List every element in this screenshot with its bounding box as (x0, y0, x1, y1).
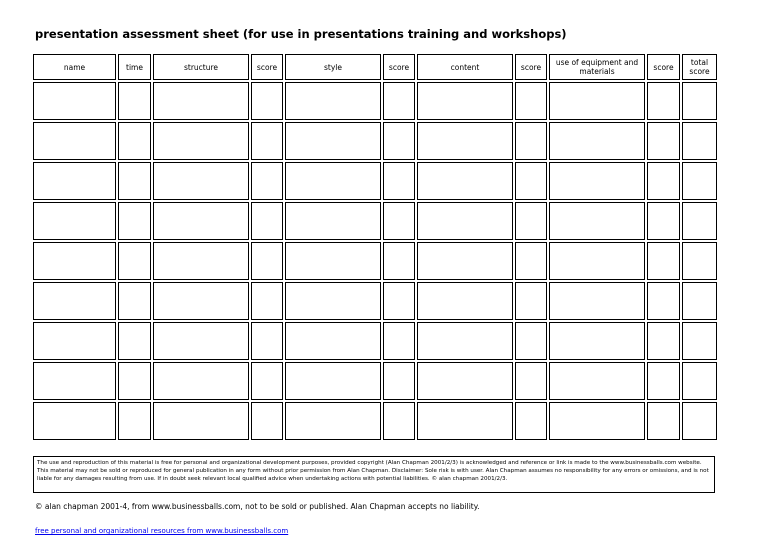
entry-cell-total-score[interactable] (682, 202, 717, 240)
entry-cell-equipment-score[interactable] (647, 282, 680, 320)
entry-cell-structure-score[interactable] (251, 82, 283, 120)
column-header-structure: structure (153, 54, 249, 80)
entry-cell-equipment-score[interactable] (647, 322, 680, 360)
entry-cell-content[interactable] (417, 362, 513, 400)
entry-cell-style[interactable] (285, 202, 381, 240)
copyright-notice: © alan chapman 2001-4, from www.businessballs.com, not to be sold or published. Alan Chapman accepts no liability. (35, 502, 480, 511)
entry-cell-equipment[interactable] (549, 82, 645, 120)
entry-cell-name[interactable] (33, 162, 116, 200)
entry-cell-style[interactable] (285, 242, 381, 280)
entry-cell-time[interactable] (118, 162, 151, 200)
entry-cell-style-score[interactable] (383, 122, 415, 160)
entry-cell-structure-score[interactable] (251, 402, 283, 440)
entry-cell-total-score[interactable] (682, 242, 717, 280)
entry-cell-equipment[interactable] (549, 162, 645, 200)
column-header-equipment: use of equipment and materials (549, 54, 645, 80)
entry-cell-total-score[interactable] (682, 162, 717, 200)
entry-cell-structure-score[interactable] (251, 162, 283, 200)
entry-cell-equipment[interactable] (549, 322, 645, 360)
entry-cell-content[interactable] (417, 162, 513, 200)
entry-cell-content-score[interactable] (515, 362, 547, 400)
entry-cell-equipment[interactable] (549, 362, 645, 400)
entry-cell-equipment[interactable] (549, 242, 645, 280)
entry-cell-equipment[interactable] (549, 202, 645, 240)
entry-cell-structure-score[interactable] (251, 322, 283, 360)
entry-cell-time[interactable] (118, 282, 151, 320)
entry-cell-equipment[interactable] (549, 402, 645, 440)
entry-cell-equipment-score[interactable] (647, 122, 680, 160)
entry-cell-structure-score[interactable] (251, 242, 283, 280)
entry-cell-time[interactable] (118, 82, 151, 120)
entry-cell-style[interactable] (285, 82, 381, 120)
entry-cell-total-score[interactable] (682, 362, 717, 400)
entry-cell-total-score[interactable] (682, 322, 717, 360)
entry-cell-content-score[interactable] (515, 282, 547, 320)
entry-cell-style-score[interactable] (383, 402, 415, 440)
entry-cell-style-score[interactable] (383, 242, 415, 280)
column-header-content-score: score (515, 54, 547, 80)
footer-link[interactable]: free personal and organizational resources from www.businessballs.com (35, 527, 289, 535)
entry-cell-structure[interactable] (153, 82, 249, 120)
entry-cell-style-score[interactable] (383, 362, 415, 400)
entry-cell-structure[interactable] (153, 402, 249, 440)
entry-cell-equipment-score[interactable] (647, 402, 680, 440)
entry-cell-time[interactable] (118, 402, 151, 440)
entry-cell-name[interactable] (33, 322, 116, 360)
entry-cell-content-score[interactable] (515, 162, 547, 200)
entry-cell-content-score[interactable] (515, 82, 547, 120)
entry-cell-style[interactable] (285, 162, 381, 200)
column-header-structure-score: score (251, 54, 283, 80)
entry-cell-time[interactable] (118, 362, 151, 400)
entry-cell-equipment[interactable] (549, 122, 645, 160)
entry-cell-content-score[interactable] (515, 122, 547, 160)
column-header-name: name (33, 54, 116, 80)
column-header-style: style (285, 54, 381, 80)
entry-cell-equipment[interactable] (549, 282, 645, 320)
entry-cell-style-score[interactable] (383, 202, 415, 240)
entry-cell-style[interactable] (285, 122, 381, 160)
column-header-style-score: score (383, 54, 415, 80)
disclaimer-box: The use and reproduction of this material is free for personal and organizational development purposes, provided copyright (Alan Chapman 2001/2/3) is acknowledged and reference or link is made to the www.businessballs.com website. This material may not be sold or reproduced for general publication in any form without prior permission from Alan Chapman. Disclaimer: Sole risk is with user. Alan Chapman assumes no responsibility for any errors or omissions, and is not liable for any damages resulting from use. If in doubt seek relevant local qualified advice when undertaking actions with potential liabilities. © alan chapman 2001/2/3. (33, 456, 715, 493)
entry-cell-total-score[interactable] (682, 282, 717, 320)
entry-cell-structure-score[interactable] (251, 122, 283, 160)
entry-cell-name[interactable] (33, 242, 116, 280)
entry-cell-total-score[interactable] (682, 122, 717, 160)
entry-cell-equipment-score[interactable] (647, 242, 680, 280)
entry-cell-equipment-score[interactable] (647, 82, 680, 120)
entry-cell-total-score[interactable] (682, 402, 717, 440)
entry-cell-equipment-score[interactable] (647, 202, 680, 240)
entry-cell-content[interactable] (417, 82, 513, 120)
entry-cell-content-score[interactable] (515, 202, 547, 240)
entry-cell-content-score[interactable] (515, 322, 547, 360)
column-header-equipment-score: score (647, 54, 680, 80)
entry-cell-content[interactable] (417, 282, 513, 320)
entry-cell-time[interactable] (118, 242, 151, 280)
entry-cell-total-score[interactable] (682, 82, 717, 120)
entry-cell-structure-score[interactable] (251, 362, 283, 400)
entry-cell-structure[interactable] (153, 122, 249, 160)
entry-cell-structure[interactable] (153, 162, 249, 200)
entry-cell-content[interactable] (417, 242, 513, 280)
entry-cell-equipment-score[interactable] (647, 362, 680, 400)
column-header-time: time (118, 54, 151, 80)
entry-cell-time[interactable] (118, 202, 151, 240)
entry-cell-content-score[interactable] (515, 242, 547, 280)
entry-cell-time[interactable] (118, 322, 151, 360)
entry-cell-style-score[interactable] (383, 282, 415, 320)
entry-cell-structure[interactable] (153, 242, 249, 280)
entry-cell-content[interactable] (417, 202, 513, 240)
entry-cell-name[interactable] (33, 122, 116, 160)
entry-cell-time[interactable] (118, 122, 151, 160)
entry-cell-content-score[interactable] (515, 402, 547, 440)
entry-cell-structure[interactable] (153, 282, 249, 320)
entry-cell-style[interactable] (285, 362, 381, 400)
entry-cell-name[interactable] (33, 202, 116, 240)
entry-cell-style[interactable] (285, 402, 381, 440)
assessment-table (33, 54, 715, 450)
entry-cell-content[interactable] (417, 402, 513, 440)
column-header-total-score: total score (682, 54, 717, 80)
entry-cell-structure-score[interactable] (251, 202, 283, 240)
column-header-content: content (417, 54, 513, 80)
entry-cell-content[interactable] (417, 322, 513, 360)
entry-cell-structure[interactable] (153, 202, 249, 240)
entry-cell-style-score[interactable] (383, 82, 415, 120)
entry-cell-name[interactable] (33, 82, 116, 120)
entry-cell-name[interactable] (33, 282, 116, 320)
entry-cell-style-score[interactable] (383, 322, 415, 360)
page-title: presentation assessment sheet (for use in presentations training and workshops) (35, 27, 567, 41)
entry-cell-equipment-score[interactable] (647, 162, 680, 200)
entry-cell-structure[interactable] (153, 362, 249, 400)
entry-cell-structure[interactable] (153, 322, 249, 360)
entry-cell-name[interactable] (33, 402, 116, 440)
entry-cell-structure-score[interactable] (251, 282, 283, 320)
entry-cell-style[interactable] (285, 322, 381, 360)
entry-cell-style[interactable] (285, 282, 381, 320)
entry-cell-content[interactable] (417, 122, 513, 160)
entry-cell-style-score[interactable] (383, 162, 415, 200)
entry-cell-name[interactable] (33, 362, 116, 400)
